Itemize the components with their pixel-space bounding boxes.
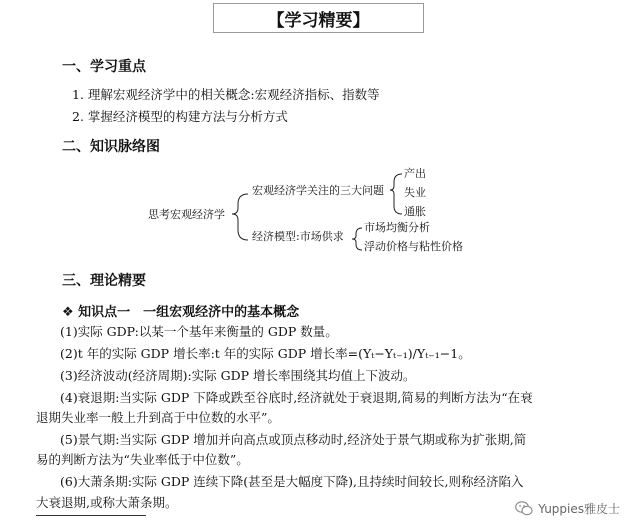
- focus-item-2: 2. 掌握经济模型的构建方法与分析方式: [72, 109, 288, 124]
- map-branch-1: 宏观经济学关注的三大问题: [252, 184, 384, 197]
- section-heading-knowledge-map: 二、知识脉络图: [62, 139, 160, 155]
- map-brace-1: [390, 174, 402, 214]
- knowledge-point-title: ❖ 知识点一 一组宏观经济中的基本概念: [62, 305, 300, 320]
- map-brace-2: [352, 228, 362, 250]
- page-title: 【学习精要】: [213, 3, 424, 33]
- section-heading-theory: 三、理论精要: [62, 273, 146, 289]
- focus-item-1: 1. 理解宏观经济学中的相关概念:宏观经济指标、指数等: [72, 87, 380, 102]
- map-branch-2: 经济模型:市场供求: [252, 230, 344, 243]
- footnote-divider: [36, 515, 146, 516]
- theory-line-4: (4)衰退期:当实际 GDP 下降或跌至谷底时,经济就处于衰退期,简易的判断方法为“在衰: [60, 390, 533, 405]
- theory-line-9: 大衰退期,或称大萧条期。: [36, 495, 178, 510]
- theory-line-8: (6)大萧条期:实际 GDP 连续下降(甚至是大幅度下降),且持续时间较长,则称经济陷入: [60, 474, 524, 489]
- section-heading-focus: 一、学习重点: [62, 59, 146, 75]
- wechat-icon: [515, 501, 533, 516]
- theory-line-7: 易的判断方法为“失业率低于中位数”。: [36, 452, 249, 467]
- watermark-text: Yuppies雅皮士: [538, 502, 620, 516]
- watermark: [515, 500, 620, 517]
- theory-line-2: (2)t 年的实际 GDP 增长率:t 年的实际 GDP 增长率=(Yₜ−Yₜ₋₁)/Yₜ₋₁−1。: [60, 346, 471, 361]
- map-leaf-equilibrium: 市场均衡分析: [364, 221, 430, 234]
- map-leaf-unemployment: 失业: [404, 186, 426, 199]
- map-leaf-prices: 浮动价格与粘性价格: [364, 240, 463, 253]
- theory-line-3: (3)经济波动(经济周期):实际 GDP 增长率围绕其均值上下波动。: [60, 368, 416, 383]
- theory-line-6: (5)景气期:当实际 GDP 增加并向高点或顶点移动时,经济处于景气期或称为扩张期,简: [60, 432, 527, 447]
- map-root: 思考宏观经济学: [148, 208, 225, 221]
- map-leaf-inflation: 通胀: [404, 205, 426, 218]
- map-brace-main: [232, 194, 248, 240]
- map-leaf-output: 产出: [404, 167, 426, 180]
- theory-line-5: 退期失业率一般上升到高于中位数的水平”。: [36, 410, 280, 425]
- theory-line-1: (1)实际 GDP:以某一个基年来衡量的 GDP 数量。: [60, 324, 338, 339]
